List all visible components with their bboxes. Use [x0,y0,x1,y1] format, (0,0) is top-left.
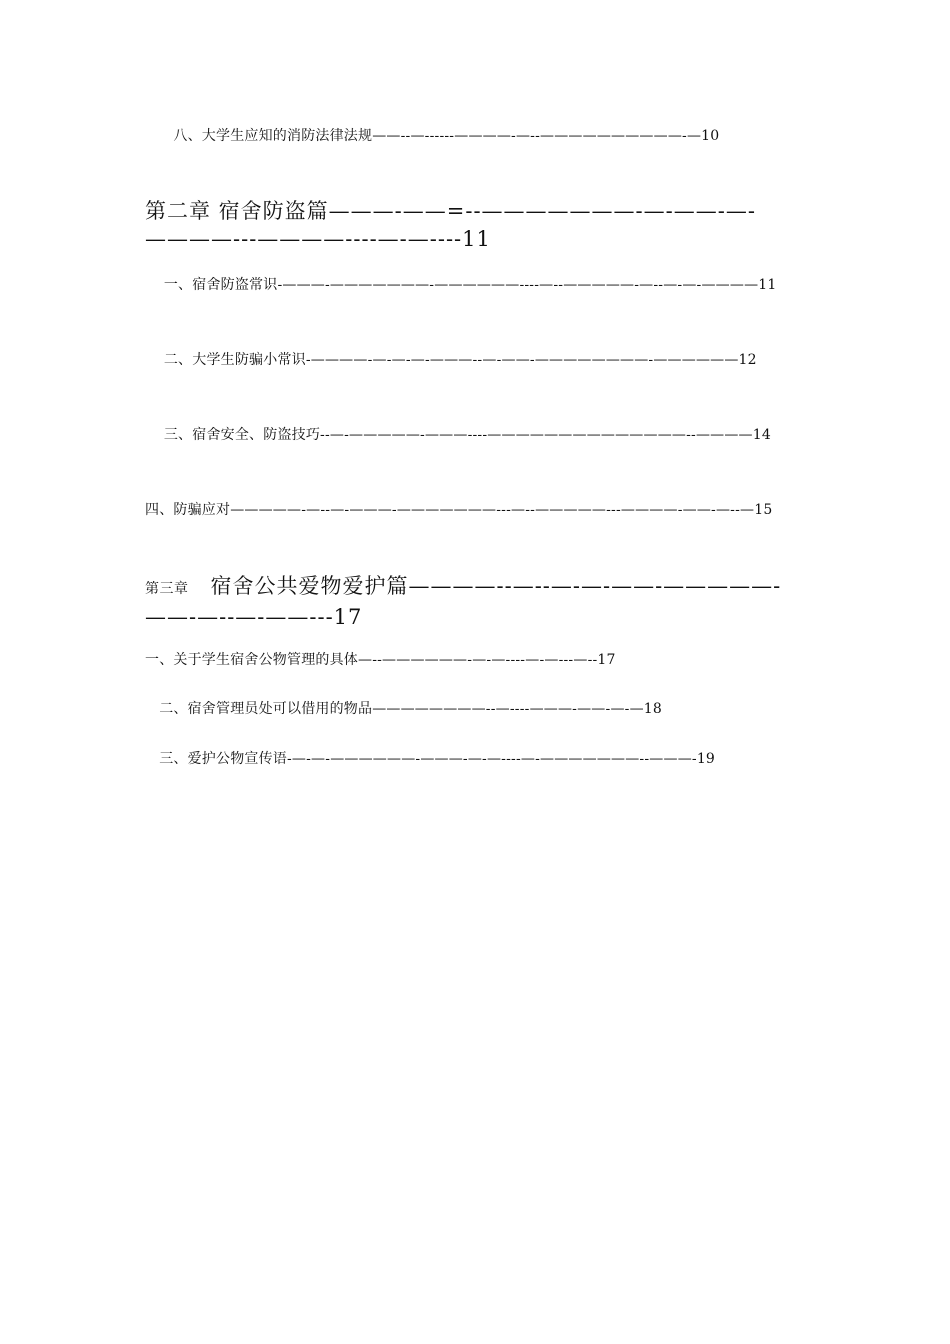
toc-entry-chapter-3-public-property [145,572,807,631]
toc-entry-ch3-section-1: 一、关于学生宿舍公物管理的具体—--——————-—-—----—-—---—--17 [145,652,616,668]
toc-entry-ch3-section-2: 二、宿舍管理员处可以借用的物品————————--—----———-——-—-—18 [145,701,662,717]
toc-entry-ch2-section-4: 四、防骗应对—————-—--—-———-———————---—--—————---————-——-—--—15 [145,502,773,518]
toc-entry-section-8-fire-law: 八、大学生应知的消防法律法规——--—------————-—--——————————-—10 [145,128,720,144]
toc-entry-ch2-section-2: 二、大学生防骗小常识-————-—-—-—-———--—-——-————————-——————12 [145,352,757,368]
toc-entry-ch2-section-3: 三、宿舍安全、防盗技巧--—-—————-———----——————————————--————14 [145,427,771,443]
toc-entry-ch3-section-3: 三、爱护公物宣传语-—-—-——————-———-—-—----—-———————--———-19 [145,751,716,767]
toc-entry-ch2-section-1: 一、宿舍防盗常识-———-———————-——————----—--—————-—--—-—-————11 [145,277,777,293]
chapter-3-title: 宿舍公共爱物爱护篇————--—--—-—-——-—————-——-—--—-——---17 [145,574,782,629]
toc-entry-chapter-2-dorm-theft-prevention: 第二章 宿舍防盗篇———-——=--———————-—-——-—-————---————----—-—----11 [145,199,756,251]
chapter-3-label: 第三章 [145,581,189,597]
